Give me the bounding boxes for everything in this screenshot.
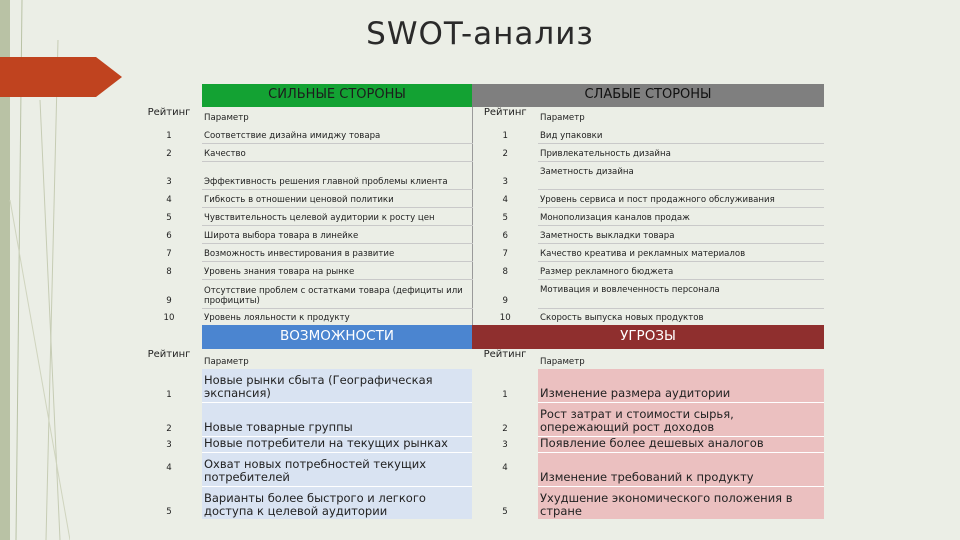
strength-param: Широта выбора товара в линейке [202, 225, 472, 243]
threat-rating: 4 [502, 462, 508, 473]
threats-col-rating: Рейтинг [483, 349, 527, 360]
table-row [136, 161, 824, 189]
table-row [136, 436, 824, 452]
table-row [136, 125, 824, 143]
opportunity-param: Новые потребители на текущих рынках [202, 436, 472, 452]
strength-rating: 8 [166, 267, 172, 278]
table-row [136, 279, 824, 308]
opportunity-rating: 2 [166, 424, 172, 435]
table-row [136, 261, 824, 279]
swot-table [136, 84, 824, 519]
table-row [136, 243, 824, 261]
opportunities-col-param: Параметр [204, 357, 249, 368]
weaknesses-header: СЛАБЫЕ СТОРОНЫ [472, 84, 824, 107]
strength-rating: 9 [166, 296, 172, 307]
strength-param: Уровень знания товара на рынке [202, 261, 472, 279]
weakness-rating: 9 [502, 296, 508, 307]
strength-param: Эффективность решения главной проблемы клиента [202, 161, 472, 189]
strengths-col-param: Параметр [202, 107, 472, 125]
table-row [136, 189, 824, 207]
opportunity-rating: 1 [166, 390, 172, 401]
strengths-col-rating: Рейтинг [147, 107, 191, 118]
table-row [136, 143, 824, 161]
weakness-param: Монополизация каналов продаж [538, 207, 824, 225]
strength-rating: 5 [166, 213, 172, 224]
weaknesses-col-param: Параметр [540, 113, 585, 124]
threat-param: Рост затрат и стоимости сырья, опережающий рост доходов [538, 402, 824, 436]
page-title: SWOT-анализ [366, 16, 594, 52]
opportunity-rating: 3 [166, 440, 172, 451]
strengths-header: СИЛЬНЫЕ СТОРОНЫ [202, 84, 472, 107]
table-row [136, 308, 824, 325]
strength-rating: 10 [163, 313, 175, 324]
opportunity-rating: 5 [166, 507, 172, 518]
strength-param: Чувствительность целевой аудитории к росту цен [202, 207, 472, 225]
table-row [136, 207, 824, 225]
threat-rating: 1 [502, 390, 508, 401]
weakness-param: Размер рекламного бюджета [538, 261, 824, 279]
table-row [136, 452, 824, 486]
weakness-rating: 2 [502, 149, 508, 160]
weakness-param: Заметность выкладки товара [538, 225, 824, 243]
strength-param: Соответствие дизайна имиджу товара [202, 125, 472, 143]
strength-rating: 2 [166, 149, 172, 160]
weakness-param: Качество креатива и рекламных материалов [538, 243, 824, 261]
threat-rating: 2 [502, 424, 508, 435]
threats-header: УГРОЗЫ [472, 325, 824, 349]
weakness-rating: 5 [502, 213, 508, 224]
threat-param: Изменение размера аудитории [538, 369, 824, 402]
threat-param: Появление более дешевых аналогов [538, 436, 824, 452]
opportunities-col-rating: Рейтинг [147, 349, 191, 360]
threat-param: Изменение требований к продукту [538, 452, 824, 486]
threat-param: Ухудшение экономического положения в стране [538, 486, 824, 519]
table-row [136, 369, 824, 402]
strength-rating: 7 [166, 249, 172, 260]
strength-rating: 3 [166, 177, 172, 188]
strength-rating: 6 [166, 231, 172, 242]
strength-param: Отсутствие проблем с остатками товара (дефициты или профициты) [202, 279, 472, 308]
opportunity-param: Варианты более быстрого и легкого доступа к целевой аудитории [202, 486, 472, 519]
table-row [136, 402, 824, 436]
opportunities-header-spacer [136, 325, 202, 349]
weakness-param: Заметность дизайна [538, 161, 824, 189]
weakness-rating: 1 [502, 131, 508, 142]
strength-param: Качество [202, 143, 472, 161]
weakness-param: Уровень сервиса и пост продажного обслуживания [538, 189, 824, 207]
opportunities-header: ВОЗМОЖНОСТИ [202, 325, 472, 349]
weaknesses-col-rating: Рейтинг [483, 107, 527, 118]
strength-param: Гибкость в отношении ценовой политики [202, 189, 472, 207]
strength-param: Уровень лояльности к продукту [202, 308, 472, 325]
weakness-param: Вид упаковки [538, 125, 824, 143]
strength-param: Возможность инвестирования в развитие [202, 243, 472, 261]
weakness-rating: 4 [502, 195, 508, 206]
strength-rating: 4 [166, 195, 172, 206]
opportunity-param: Новые рынки сбыта (Географическая экспансия) [202, 369, 472, 402]
threat-rating: 5 [502, 507, 508, 518]
table-row [136, 486, 824, 519]
accent-tab [0, 57, 96, 97]
opportunity-param: Охват новых потребностей текущих потребителей [202, 452, 472, 486]
weakness-rating: 3 [502, 177, 508, 188]
strength-rating: 1 [166, 131, 172, 142]
table-row [136, 225, 824, 243]
weakness-rating: 7 [502, 249, 508, 260]
sw-colhead-row [136, 107, 824, 125]
weakness-param: Привлекательность дизайна [538, 143, 824, 161]
sw-header-row [136, 84, 824, 107]
strengths-header-spacer [136, 84, 202, 107]
threat-rating: 3 [502, 440, 508, 451]
weakness-param: Скорость выпуска новых продуктов [540, 313, 704, 324]
weakness-rating: 10 [499, 313, 511, 324]
opportunity-rating: 4 [166, 462, 172, 473]
ot-colhead-row [136, 349, 824, 369]
weakness-rating: 6 [502, 231, 508, 242]
ot-header-row [136, 325, 824, 349]
weakness-rating: 8 [502, 267, 508, 278]
opportunity-param: Новые товарные группы [202, 402, 472, 436]
weakness-param: Мотивация и вовлеченность персонала [538, 279, 824, 308]
threats-col-param: Параметр [540, 357, 585, 368]
